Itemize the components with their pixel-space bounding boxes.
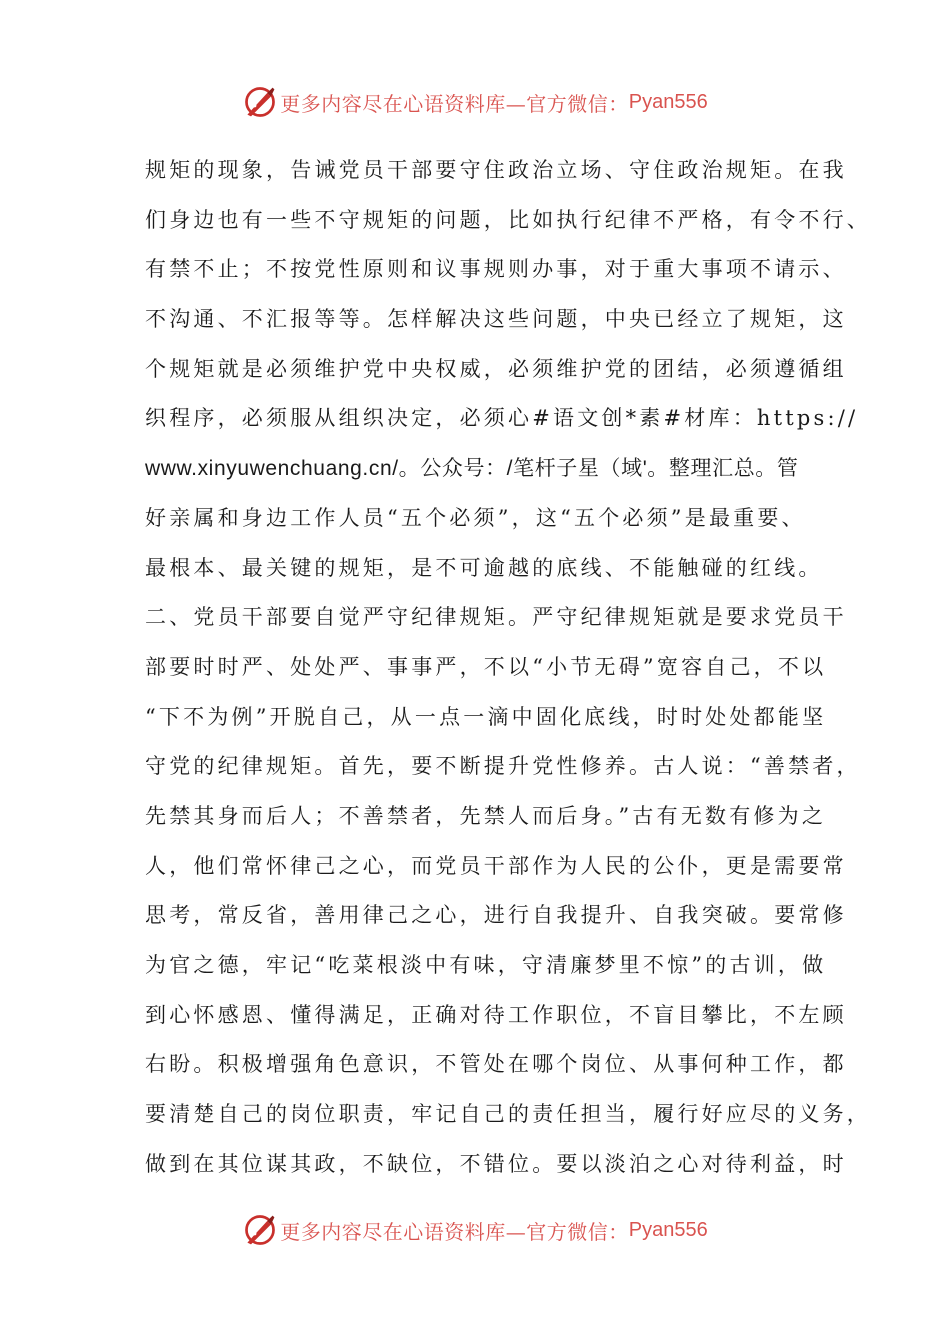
footer-wechat-id: Pyan556 [628,1218,708,1241]
header-banner-text: 更多内容尽在心语资料库—官方微信： [280,91,629,116]
body-line: 守党的纪律规矩。首先，要不断提升党性修养。古人说：“善禁者， [145,754,861,779]
body-line: 规矩的现象，告诫党员干部要守住政治立场、守住政治规矩。在我 [145,158,847,182]
body-line: 不沟通、不汇报等等。怎样解决这些问题，中央已经立了规矩，这 [145,307,847,332]
body-line-url: www.xinyuwenchuang.cn/。公众号：/笔杆子星（域'。整理汇总。管 [145,457,799,481]
body-line: 有禁不止；不按党性原则和议事规则办事，对于重大事项不请示、 [145,257,847,282]
body-line: 先禁其身而后人；不善禁者，先禁人而后身。”古有无数有修为之 [145,803,827,828]
body-line: 人，他们常怀律己之心，而党员干部作为人民的公仆，更是需要常 [145,853,847,878]
header-wechat-id: Pyan556 [628,90,708,113]
body-line: 做到在其位谋其政，不缺位，不错位。要以淡泊之心对待利益，时 [145,1151,847,1176]
body-line: 个规矩就是必须维护党中央权威，必须维护党的团结，必须遵循组 [145,356,847,381]
footer-banner-text: 更多内容尽在心语资料库—官方微信： [280,1219,629,1244]
pen-logo-icon [242,84,278,120]
body-line: 到心怀感恩、懂得满足，正确对待工作职位，不盲目攀比，不左顾 [145,1002,847,1027]
footer-banner [0,1210,950,1250]
body-line: 要清楚自己的岗位职责，牢记自己的责任担当，履行好应尽的义务， [145,1102,871,1127]
body-line: “下不为例”开脱自己，从一点一滴中固化底线，时时处处都能坚 [145,704,827,729]
body-line: 好亲属和身边工作人员“五个必须”，这“五个必须”是最重要、 [145,505,806,530]
header-banner [0,82,950,122]
body-line: 最根本、最关键的规矩，是不可逾越的底线、不能触碰的红线。 [145,555,823,580]
body-line: 为官之德，牢记“吃菜根淡中有味，守清廉梦里不惊”的古训，做 [145,953,827,977]
body-line: 织程序，必须服从组织决定，必须心#语文创*素#材库：https:// [145,406,859,431]
body-line: 右盼。积极增强角色意识，不管处在哪个岗位、从事何种工作，都 [145,1052,847,1077]
pen-logo-icon [242,1212,278,1248]
body-line: 部要时时严、处处严、事事严，不以“小节无碍”宽容自己，不以 [145,654,827,679]
section-heading-line: 二、党员干部要自觉严守纪律规矩。严守纪律规矩就是要求党员干 [145,605,847,630]
body-line: 们身边也有一些不守规矩的问题，比如执行纪律不严格，有令不行、 [145,207,871,232]
body-line: 思考，常反省，善用律己之心，进行自我提升、自我突破。要常修 [145,903,847,928]
document-body [145,146,871,1189]
